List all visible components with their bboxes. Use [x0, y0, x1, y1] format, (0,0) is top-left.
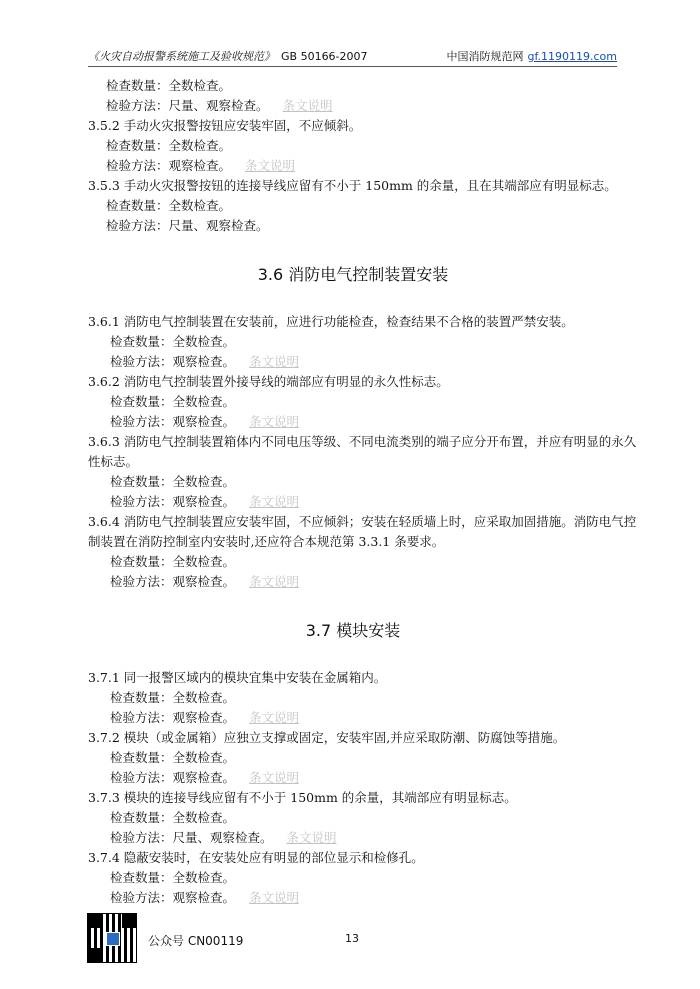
check-method: 检验方法：观察检查。 条文说明	[110, 890, 300, 905]
wechat-account: 公众号 CN00119	[148, 934, 244, 948]
header-title: 《火灾自动报警系统施工及验收规范》 GB 50166-2007	[88, 50, 368, 63]
check-quantity: 检查数量：全数检查。	[110, 554, 236, 569]
clause-explanation-link[interactable]: 条文说明	[249, 574, 300, 589]
check-quantity: 检查数量：全数检查。	[110, 870, 236, 885]
clause-explanation-link[interactable]: 条文说明	[249, 770, 300, 785]
check-method: 检验方法：观察检查。 条文说明	[110, 354, 300, 369]
check-quantity: 检查数量：全数检查。	[110, 394, 236, 409]
clause-explanation-link[interactable]: 条文说明	[245, 158, 296, 173]
check-method: 检验方法：尺量、观察检查。 条文说明	[106, 98, 333, 113]
qr-code	[88, 914, 136, 962]
clause-3-7-3: 3.7.3 模块的连接导线应留有不小于 150mm 的余量，其端部应有明显标志。	[88, 790, 517, 805]
clause-explanation-link[interactable]: 条文说明	[249, 710, 300, 725]
clause-3-7-4: 3.7.4 隐蔽安装时，在安装处应有明显的部位显示和检修孔。	[88, 850, 424, 865]
clause-3-6-2: 3.6.2 消防电气控制装置外接导线的端部应有明显的永久性标志。	[88, 374, 449, 389]
check-quantity: 检查数量：全数检查。	[110, 334, 236, 349]
clause-explanation-link[interactable]: 条文说明	[249, 890, 300, 905]
standard-code: GB 50166-2007	[281, 50, 368, 63]
page-footer	[88, 914, 617, 964]
clause-3-5-3: 3.5.3 手动火灾报警按钮的连接导线应留有不小于 150mm 的余量，且在其端部应有明显标志。	[88, 178, 617, 193]
page-header	[88, 50, 617, 67]
check-quantity: 检查数量：全数检查。	[106, 138, 232, 153]
check-method: 检验方法：观察检查。 条文说明	[110, 770, 300, 785]
clause-explanation-link[interactable]: 条文说明	[282, 98, 333, 113]
clause-3-6-4-cont: 制装置在消防控制室内安装时,还应符合本规范第 3.3.1 条要求。	[88, 534, 445, 549]
clause-3-6-1: 3.6.1 消防电气控制装置在安装前，应进行功能检查，检查结果不合格的装置严禁安装。	[88, 314, 574, 329]
page-body	[88, 76, 637, 908]
check-quantity: 检查数量：全数检查。	[106, 78, 232, 93]
clause-explanation-link[interactable]: 条文说明	[286, 830, 337, 845]
clause-3-7-2: 3.7.2 模块（或金属箱）应独立支撑或固定，安装牢固,并应采取防潮、防腐蚀等措施。	[88, 730, 566, 745]
clause-3-6-3: 3.6.3 消防电气控制装置箱体内不同电压等级、不同电流类别的端子应分开布置，并应有明显的永久	[88, 434, 637, 449]
check-method: 检验方法：观察检查。 条文说明	[110, 494, 300, 509]
section-heading-3-6: 3.6 消防电气控制装置安装	[257, 265, 449, 284]
check-method: 检验方法：观察检查。 条文说明	[110, 414, 300, 429]
check-quantity: 检查数量：全数检查。	[110, 810, 236, 825]
check-quantity: 检查数量：全数检查。	[110, 690, 236, 705]
check-method: 检验方法：观察检查。 条文说明	[110, 574, 300, 589]
check-method: 检验方法：尺量、观察检查。 条文说明	[110, 830, 337, 845]
check-method: 检验方法：观察检查。 条文说明	[110, 710, 300, 725]
clause-explanation-link[interactable]: 条文说明	[249, 494, 300, 509]
clause-explanation-link[interactable]: 条文说明	[249, 354, 300, 369]
section-heading-3-7: 3.7 模块安装	[305, 621, 401, 640]
check-quantity: 检查数量：全数检查。	[110, 750, 236, 765]
clause-3-7-1: 3.7.1 同一报警区域内的模块宜集中安装在金属箱内。	[88, 670, 387, 685]
check-quantity: 检查数量：全数检查。	[106, 198, 232, 213]
clause-3-5-2: 3.5.2 手动火灾报警按钮应安装牢固，不应倾斜。	[88, 118, 362, 133]
check-method: 检验方法：观察检查。 条文说明	[106, 158, 296, 173]
page-number: 13	[345, 932, 359, 945]
check-quantity: 检查数量：全数检查。	[110, 474, 236, 489]
header-site: 中国消防规范网 gf.1190119.com	[446, 50, 617, 63]
site-link[interactable]: gf.1190119.com	[527, 50, 617, 63]
clause-explanation-link[interactable]: 条文说明	[249, 414, 300, 429]
clause-3-6-3-cont: 性标志。	[88, 454, 139, 469]
check-method: 检验方法：尺量、观察检查。	[106, 218, 269, 233]
clause-3-6-4: 3.6.4 消防电气控制装置应安装牢固，不应倾斜；安装在轻质墙上时，应采取加固措施。消防电气控	[88, 514, 637, 529]
